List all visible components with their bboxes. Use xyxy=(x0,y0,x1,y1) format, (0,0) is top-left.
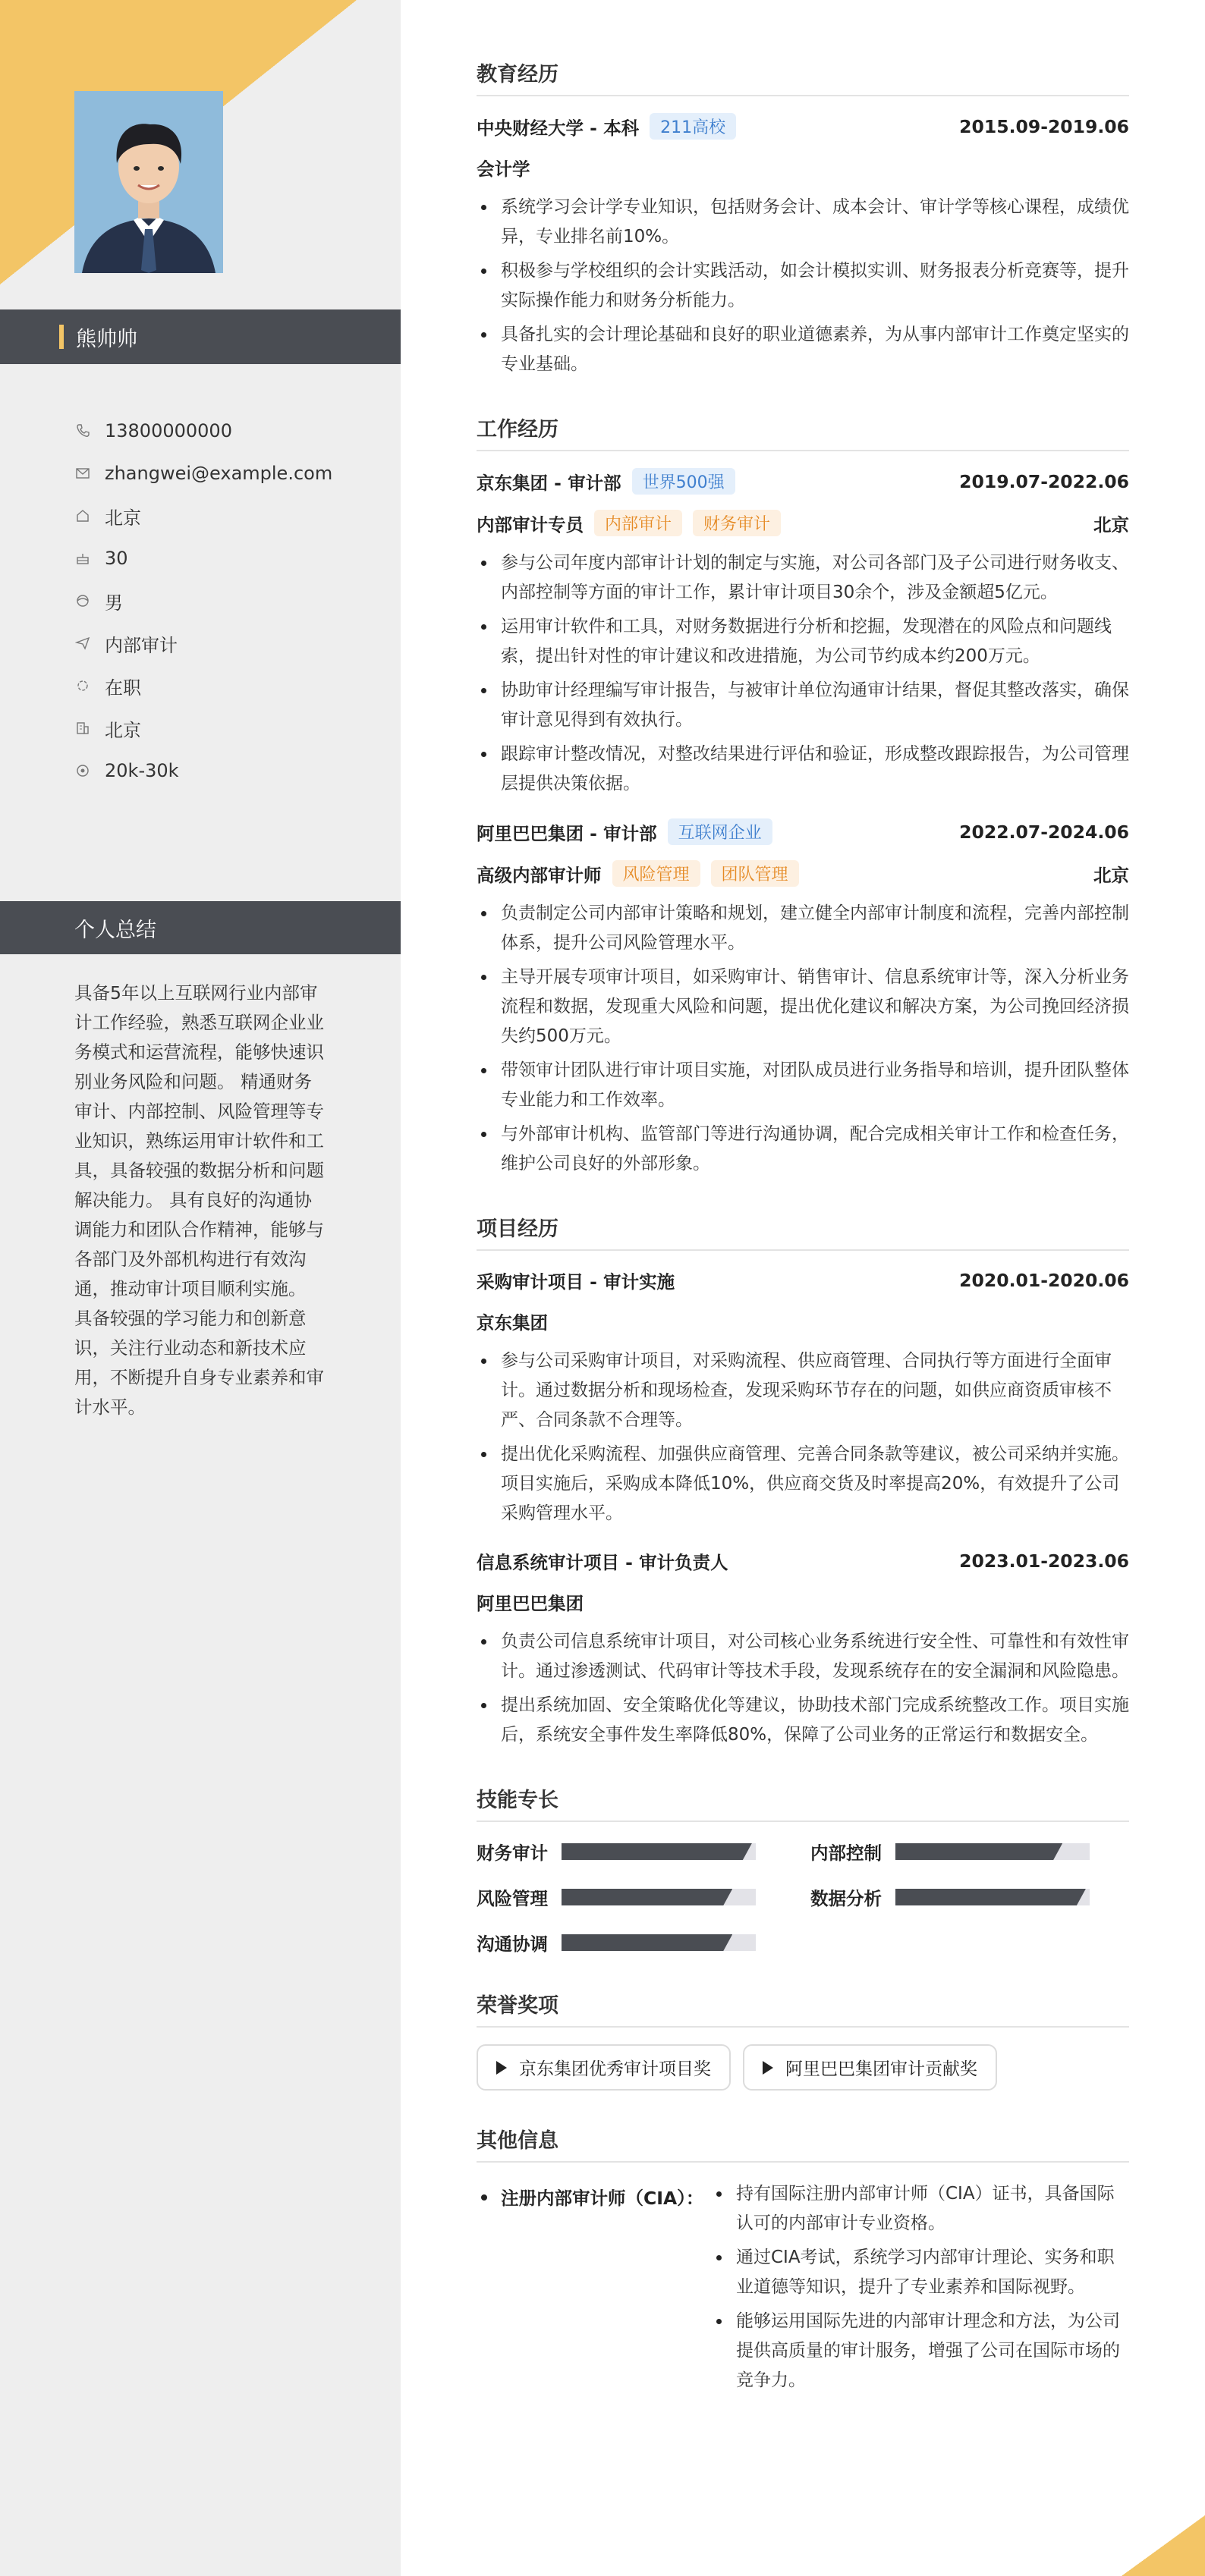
section-title: 教育经历 xyxy=(477,58,1129,96)
other-key xyxy=(477,2179,712,2400)
send-icon xyxy=(74,635,91,652)
honor-label: 阿里巴巴集团审计贡献奖 xyxy=(785,2059,977,2079)
skill-bar xyxy=(895,1889,1090,1905)
list-item: 提出优化采购流程、加强供应商管理、完善合同条款等建议，被公司采纳并实施。项目实施后，采购成本降低10%，供应商交货及时率提高20%，有效提升了公司采购管理水平。 xyxy=(477,1440,1129,1528)
contact-value: 男 xyxy=(105,592,123,614)
projects-section xyxy=(477,1212,1129,1750)
contact-city xyxy=(74,707,332,749)
summary-header xyxy=(0,901,401,954)
list-item: 负责公司信息系统审计项目，对公司核心业务系统进行安全性、可靠性和有效性审计。通过渗透测试、代码审计等技术手段，发现系统存在的安全漏洞和风险隐患。 xyxy=(477,1627,1129,1686)
job-entry xyxy=(477,468,1129,799)
skill-fill xyxy=(562,1934,732,1951)
other-bullets xyxy=(712,2179,1129,2400)
project-org: 京东集团 xyxy=(477,1312,548,1334)
contact-value: 30 xyxy=(105,548,128,569)
contact-value: 20k-30k xyxy=(105,760,179,781)
list-item: 协助审计经理编写审计报告，与被审计单位沟通审计结果，督促其整改落实，确保审计意见得到有效执行。 xyxy=(477,676,1129,735)
list-item: 参与公司年度内部审计计划的制定与实施，对公司各部门及子公司进行财务收支、内部控制等方面的审计工作，累计审计项目30余个，涉及金额超5亿元。 xyxy=(477,548,1129,608)
school-name: 中央财经大学 - 本科 xyxy=(477,117,640,139)
play-icon xyxy=(496,2061,507,2075)
contact-email xyxy=(74,452,332,495)
skill-item xyxy=(810,1884,1129,1910)
mail-icon xyxy=(74,465,91,482)
contact-salary xyxy=(74,749,332,792)
project-date: 2020.01-2020.06 xyxy=(959,1270,1129,1291)
project-date: 2023.01-2023.06 xyxy=(959,1550,1129,1572)
skill-fill xyxy=(895,1843,1062,1860)
job-location: 北京 xyxy=(1093,864,1129,886)
skill-tag: 内部审计 xyxy=(594,510,682,536)
skill-item xyxy=(810,1839,1129,1864)
building-icon xyxy=(74,720,91,737)
summary-text: 具备5年以上互联网行业内部审计工作经验，熟悉互联网企业业务模式和运营流程，能够快速识别业务风险和问题。 精通财务审计、内部控制、风险管理等专业知识，熟练运用审计软件和工具，具备较强的数据分析和问题解决能力。 具有良好的沟通协调能力和团队合作精神，能够与各部门及外部机构进行有效沟通，推动审计项目顺利实施。 具备较强的学习能力和创新意识，关注行业动态和新技术应用，不断提升自身专业素养和审计水平。 xyxy=(74,982,324,1418)
skill-name: 财务审计 xyxy=(477,1842,548,1864)
other-section xyxy=(477,2124,1129,2400)
project-entry xyxy=(477,1268,1129,1528)
skill-item xyxy=(477,1884,810,1910)
money-icon xyxy=(74,762,91,779)
skill-bar xyxy=(562,1843,756,1860)
company-name: 阿里巴巴集团 - 审计部 xyxy=(477,822,657,844)
skill-name: 风险管理 xyxy=(477,1888,548,1909)
contact-value: zhangwei@example.com xyxy=(105,463,333,484)
skill-bar xyxy=(562,1889,756,1905)
skill-name: 内部控制 xyxy=(810,1842,882,1864)
section-title: 工作经历 xyxy=(477,413,1129,451)
job-bullets xyxy=(477,899,1129,1179)
skill-name: 数据分析 xyxy=(810,1888,882,1909)
honor-item[interactable] xyxy=(743,2044,997,2091)
list-item: 持有国际注册内部审计师（CIA）证书，具备国际认可的内部审计专业资格。 xyxy=(712,2179,1129,2238)
skill-fill xyxy=(895,1889,1086,1905)
section-title: 其他信息 xyxy=(477,2124,1129,2163)
contact-list xyxy=(74,410,332,792)
project-bullets xyxy=(477,1346,1129,1528)
list-item: 与外部审计机构、监管部门等进行沟通协调，配合完成相关审计工作和检查任务，维护公司良好的外部形象。 xyxy=(477,1120,1129,1179)
phone-icon xyxy=(74,423,91,439)
job-position: 高级内部审计师 xyxy=(477,864,602,886)
honor-label: 京东集团优秀审计项目奖 xyxy=(519,2059,711,2079)
contact-phone xyxy=(74,410,332,452)
skill-fill xyxy=(562,1843,752,1860)
list-item: 主导开展专项审计项目，如采购审计、销售审计、信息系统审计等，深入分析业务流程和数据，发现重大风险和问题，提出优化建议和解决方案，为公司挽回经济损失约500万元。 xyxy=(477,963,1129,1051)
honors-section xyxy=(477,1989,1129,2091)
list-item: 系统学习会计学专业知识，包括财务会计、成本会计、审计学等核心课程，成绩优异，专业排名前10%。 xyxy=(477,193,1129,252)
cake-icon xyxy=(74,550,91,567)
name-bar xyxy=(0,309,401,364)
other-key-label: 注册内部审计师（CIA）： xyxy=(501,2188,704,2209)
sidebar xyxy=(0,0,401,2576)
section-title: 项目经历 xyxy=(477,1212,1129,1251)
summary-title: 个人总结 xyxy=(74,918,156,942)
education-bullets xyxy=(477,193,1129,379)
skills-grid xyxy=(477,1839,1129,1956)
skill-item xyxy=(477,1930,810,1956)
skill-item xyxy=(477,1839,810,1864)
corner-decoration-bottom xyxy=(1122,2515,1205,2576)
project-name: 信息系统审计项目 - 审计负责人 xyxy=(477,1552,728,1573)
home-icon xyxy=(74,507,91,524)
job-location: 北京 xyxy=(1093,514,1129,536)
list-item: 负责制定公司内部审计策略和规划，建立健全内部审计制度和流程，完善内部控制体系，提升公司风险管理水平。 xyxy=(477,899,1129,958)
skill-bar xyxy=(895,1843,1090,1860)
contact-value: 内部审计 xyxy=(105,634,178,656)
list-item: 能够运用国际先进的内部审计理念和方法，为公司提供高质量的审计服务，增强了公司在国际市场的竞争力。 xyxy=(712,2307,1129,2395)
other-info xyxy=(477,2179,1129,2400)
main-content xyxy=(477,58,1129,2433)
skill-name: 沟通协调 xyxy=(477,1934,548,1955)
job-date: 2019.07-2022.06 xyxy=(959,470,1129,492)
education-section xyxy=(477,58,1129,379)
contact-job xyxy=(74,622,332,664)
contact-home xyxy=(74,495,332,537)
skill-bar xyxy=(562,1934,756,1951)
profile-name: 熊帅帅 xyxy=(76,327,137,351)
honor-item[interactable] xyxy=(477,2044,731,2091)
job-entry xyxy=(477,818,1129,1179)
education-header xyxy=(477,113,1129,140)
contact-age xyxy=(74,537,332,580)
list-item: 运用审计软件和工具，对财务数据进行分析和挖掘，发现潜在的风险点和问题线索，提出针对性的审计建议和改进措施，为公司节约成本约200万元。 xyxy=(477,612,1129,671)
skills-section xyxy=(477,1783,1129,1956)
status-icon xyxy=(74,677,91,694)
company-name: 京东集团 - 审计部 xyxy=(477,472,621,494)
project-name: 采购审计项目 - 审计实施 xyxy=(477,1271,675,1293)
contact-value: 13800000000 xyxy=(105,420,232,441)
section-title: 荣誉奖项 xyxy=(477,1989,1129,2028)
list-item: 积极参与学校组织的会计实践活动，如会计模拟实训、财务报表分析竞赛等，提升实际操作能力和财务分析能力。 xyxy=(477,256,1129,316)
education-date: 2015.09-2019.06 xyxy=(959,115,1129,137)
job-position: 内部审计专员 xyxy=(477,514,584,536)
list-item: 跟踪审计整改情况，对整改结果进行评估和验证，形成整改跟踪报告，为公司管理层提供决策依据。 xyxy=(477,740,1129,799)
list-item: 通过CIA考试，系统学习内部审计理论、实务和职业道德等知识，提升了专业素养和国际视野。 xyxy=(712,2243,1129,2302)
project-org: 阿里巴巴集团 xyxy=(477,1593,584,1614)
gender-icon xyxy=(74,592,91,609)
skill-tag: 风险管理 xyxy=(612,860,700,887)
list-item: 带领审计团队进行审计项目实施，对团队成员进行业务指导和培训，提升团队整体专业能力和工作效率。 xyxy=(477,1056,1129,1115)
school-tag: 211高校 xyxy=(650,113,736,140)
contact-status xyxy=(74,664,332,707)
job-bullets xyxy=(477,548,1129,799)
section-title: 技能专长 xyxy=(477,1783,1129,1822)
skill-tag: 财务审计 xyxy=(693,510,781,536)
honors-list xyxy=(477,2044,1129,2091)
name-accent xyxy=(59,325,64,349)
major: 会计学 xyxy=(477,159,530,180)
job-date: 2022.07-2024.06 xyxy=(959,821,1129,843)
contact-value: 北京 xyxy=(105,719,141,741)
list-item: 提出系统加固、安全策略优化等建议，协助技术部门完成系统整改工作。项目实施后，系统安全事件发生率降低80%，保障了公司业务的正常运行和数据安全。 xyxy=(477,1691,1129,1750)
skill-fill xyxy=(562,1889,732,1905)
play-icon xyxy=(763,2061,773,2075)
avatar xyxy=(74,91,223,273)
contact-value: 在职 xyxy=(105,677,141,699)
contact-gender xyxy=(74,580,332,622)
work-section xyxy=(477,413,1129,1179)
company-tag: 世界500强 xyxy=(632,468,735,495)
skill-tag: 团队管理 xyxy=(711,860,799,887)
bullet-dot xyxy=(481,2194,487,2201)
company-tag: 互联网企业 xyxy=(668,818,772,845)
project-bullets xyxy=(477,1627,1129,1750)
contact-value: 北京 xyxy=(105,507,141,529)
list-item: 具备扎实的会计理论基础和良好的职业道德素养，为从事内部审计工作奠定坚实的专业基础。 xyxy=(477,320,1129,379)
project-entry xyxy=(477,1548,1129,1750)
list-item: 参与公司采购审计项目，对采购流程、供应商管理、合同执行等方面进行全面审计。通过数据分析和现场检查，发现采购环节存在的问题，如供应商资质审核不严、合同条款不合理等。 xyxy=(477,1346,1129,1435)
